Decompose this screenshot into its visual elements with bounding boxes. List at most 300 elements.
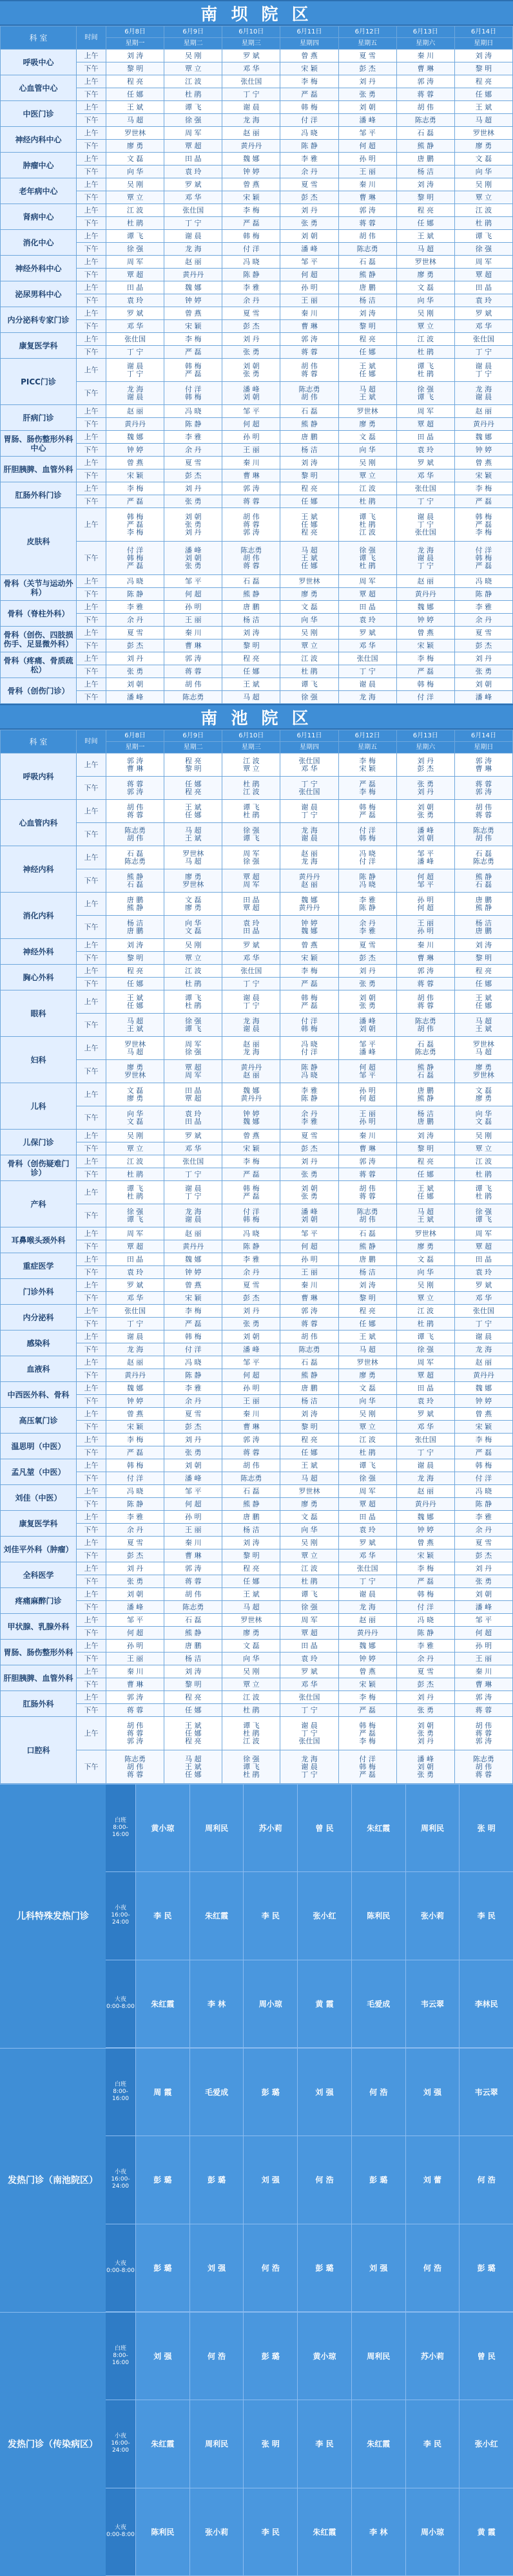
doctor-cell bbox=[280, 217, 338, 230]
doctor-name: 王 斌 bbox=[184, 1762, 202, 1771]
doctor-name: 江 波 bbox=[417, 1306, 434, 1315]
doctor-name: 丁 宁 bbox=[301, 1705, 318, 1714]
doctor-name: 胡 伟 bbox=[417, 1024, 434, 1033]
department-name: 呼吸内科 bbox=[1, 753, 77, 800]
session-label: 上午 bbox=[77, 1717, 106, 1750]
doctor-name: 任 娜 bbox=[359, 369, 376, 378]
doctor-cell bbox=[454, 1511, 512, 1524]
doctor-name: 周 军 bbox=[417, 406, 434, 415]
doctor-name: 付 洋 bbox=[359, 826, 376, 835]
doctor-name: 覃 立 bbox=[184, 64, 202, 73]
doctor-name: 蒋 蓉 bbox=[359, 218, 376, 227]
doctor-cell bbox=[454, 269, 512, 281]
doctor-cell bbox=[338, 939, 396, 952]
doctor-name: 任 娜 bbox=[184, 1705, 202, 1714]
doctor-name: 韩 梅 bbox=[417, 1589, 434, 1598]
doctor-name: 郭 涛 bbox=[243, 484, 260, 493]
doctor-cell bbox=[454, 431, 512, 444]
doctor-name: 张仕国 bbox=[414, 1435, 436, 1444]
doctor-cell bbox=[396, 140, 454, 153]
doctor-cell bbox=[338, 140, 396, 153]
doctor-cell bbox=[164, 495, 222, 508]
department-name: 骨科（关节与运动外科） bbox=[1, 575, 77, 601]
doctor-name: 谭 飞 bbox=[301, 1589, 318, 1598]
doctor-name: 覃 超 bbox=[243, 872, 260, 881]
doctor-name: 赵 丽 bbox=[126, 1358, 144, 1367]
doctor-name: 文 磊 bbox=[417, 283, 434, 292]
department-name: 康复医学科 bbox=[1, 333, 77, 359]
doctor-cell bbox=[280, 1717, 338, 1750]
doctor-cell bbox=[396, 1627, 454, 1640]
doctor-name: 廖 勇 bbox=[417, 270, 434, 279]
doctor-name: 杨 洁 bbox=[417, 167, 434, 176]
doctor-name: 唐 鹏 bbox=[475, 895, 492, 904]
fever-doctor-name: 李 民 bbox=[297, 2400, 351, 2487]
doctor-cell bbox=[338, 1106, 396, 1130]
fever-clinic-label: 发热门诊（南池院区） bbox=[0, 2049, 106, 2312]
doctor-cell bbox=[338, 1279, 396, 1292]
doctor-name: 宋 颖 bbox=[417, 641, 434, 650]
doctor-name: 罗 斌 bbox=[126, 1280, 144, 1289]
doctor-cell bbox=[222, 320, 280, 333]
doctor-name: 宋 颖 bbox=[243, 193, 260, 202]
doctor-cell bbox=[396, 1279, 454, 1292]
doctor-name: 李 梅 bbox=[417, 1564, 434, 1573]
fever-doctor-name: 彭 璐 bbox=[459, 2224, 513, 2311]
department-name: 消化中心 bbox=[1, 230, 77, 256]
doctor-cell bbox=[338, 1155, 396, 1168]
doctor-cell bbox=[164, 823, 222, 846]
doctor-cell bbox=[396, 1704, 454, 1717]
doctor-cell bbox=[280, 1168, 338, 1181]
doctor-cell bbox=[454, 1653, 512, 1665]
doctor-name: 严 磊 bbox=[475, 561, 492, 570]
doctor-cell bbox=[338, 1537, 396, 1549]
doctor-cell bbox=[106, 346, 164, 359]
doctor-name: 邹 平 bbox=[359, 1070, 376, 1079]
doctor-name: 曾 燕 bbox=[475, 1409, 492, 1418]
doctor-name: 马 超 bbox=[359, 1345, 376, 1354]
doctor-name: 马 超 bbox=[417, 244, 434, 253]
doctor-name: 陈 静 bbox=[184, 1370, 202, 1379]
doctor-name: 罗世林 bbox=[182, 880, 204, 889]
doctor-name: 胡 伟 bbox=[359, 1215, 376, 1224]
doctor-name: 黄丹丹 bbox=[414, 1499, 436, 1508]
doctor-name: 唐 鹏 bbox=[417, 1117, 434, 1126]
doctor-name: 丁 宁 bbox=[243, 1001, 260, 1010]
doctor-cell bbox=[222, 1142, 280, 1155]
department-name: 肝病门诊 bbox=[1, 405, 77, 431]
date-header: 6月8日 bbox=[106, 26, 164, 38]
doctor-cell bbox=[338, 1704, 396, 1717]
doctor-name: 张仕国 bbox=[472, 334, 494, 343]
doctor-cell bbox=[106, 1343, 164, 1356]
doctor-name: 蒋 蓉 bbox=[475, 1728, 492, 1738]
doctor-name: 魏 娜 bbox=[301, 926, 318, 935]
doctor-name: 陈志勇 bbox=[182, 692, 204, 701]
doctor-cell bbox=[106, 1640, 164, 1653]
doctor-name: 杨 洁 bbox=[184, 1654, 202, 1663]
session-label: 上午 bbox=[77, 939, 106, 952]
fever-doctor-name: 周小琼 bbox=[405, 2488, 460, 2575]
doctor-cell bbox=[222, 431, 280, 444]
doctor-name: 龙 海 bbox=[126, 384, 144, 393]
session-label: 下午 bbox=[77, 1627, 106, 1640]
doctor-name: 赵 丽 bbox=[243, 1039, 260, 1048]
doctor-name: 杜 鹃 bbox=[301, 1577, 318, 1586]
doctor-name: 李 梅 bbox=[243, 205, 260, 214]
doctor-name: 钟 婷 bbox=[475, 445, 492, 454]
doctor-name: 廖 勇 bbox=[475, 1094, 492, 1103]
doctor-name: 冯 晓 bbox=[126, 1486, 144, 1495]
doctor-cell bbox=[280, 990, 338, 1014]
doctor-name: 潘 峰 bbox=[126, 1602, 144, 1611]
doctor-name: 廖 勇 bbox=[301, 589, 318, 598]
doctor-cell bbox=[164, 753, 222, 777]
doctor-cell bbox=[454, 588, 512, 601]
doctor-cell bbox=[454, 294, 512, 307]
doctor-name: 王 斌 bbox=[184, 833, 202, 842]
doctor-name: 郭 涛 bbox=[184, 654, 202, 663]
doctor-name: 赵 丽 bbox=[301, 849, 318, 858]
fever-doctor-name: 李 民 bbox=[405, 2400, 460, 2487]
doctor-cell bbox=[280, 1408, 338, 1421]
doctor-cell bbox=[338, 1640, 396, 1653]
doctor-name: 黄丹丹 bbox=[472, 419, 494, 428]
doctor-name: 钟 婷 bbox=[126, 1396, 144, 1405]
doctor-cell bbox=[454, 482, 512, 495]
doctor-name: 田 晶 bbox=[475, 1255, 492, 1264]
fever-doctor-name: 刘 强 bbox=[297, 2049, 351, 2136]
doctor-name: 谭 飞 bbox=[475, 231, 492, 240]
doctor-cell bbox=[106, 1279, 164, 1292]
doctor-cell bbox=[280, 243, 338, 256]
doctor-cell bbox=[280, 1037, 338, 1060]
doctor-name: 李 梅 bbox=[359, 756, 376, 765]
doctor-cell bbox=[454, 153, 512, 166]
doctor-cell bbox=[106, 75, 164, 88]
doctor-name: 刘 朝 bbox=[359, 1024, 376, 1033]
doctor-cell bbox=[280, 1627, 338, 1640]
doctor-cell bbox=[222, 1305, 280, 1318]
doctor-name: 杜 鹃 bbox=[243, 810, 260, 819]
doctor-cell bbox=[106, 965, 164, 978]
doctor-name: 熊 静 bbox=[243, 1499, 260, 1508]
department-name: 重症医学 bbox=[1, 1253, 77, 1279]
doctor-cell bbox=[222, 916, 280, 939]
doctor-cell bbox=[106, 1395, 164, 1408]
doctor-cell bbox=[396, 1459, 454, 1472]
doctor-cell bbox=[280, 1614, 338, 1627]
doctor-cell bbox=[338, 1750, 396, 1784]
doctor-name: 陈 静 bbox=[301, 141, 318, 150]
doctor-name: 夏 雪 bbox=[243, 308, 260, 317]
doctor-cell bbox=[396, 1130, 454, 1142]
doctor-cell bbox=[338, 965, 396, 978]
doctor-cell bbox=[164, 114, 222, 127]
doctor-name: 杜 鹃 bbox=[417, 369, 434, 378]
doctor-cell bbox=[280, 1305, 338, 1318]
session-label: 下午 bbox=[77, 1549, 106, 1562]
doctor-cell bbox=[164, 1253, 222, 1266]
doctor-name: 马 超 bbox=[475, 1047, 492, 1056]
doctor-cell bbox=[164, 1083, 222, 1106]
doctor-name: 任 娜 bbox=[126, 979, 144, 988]
doctor-name: 张 勇 bbox=[417, 810, 434, 819]
doctor-cell bbox=[454, 359, 512, 382]
doctor-name: 唐 鹏 bbox=[475, 926, 492, 935]
doctor-cell bbox=[396, 869, 454, 893]
doctor-cell bbox=[338, 495, 396, 508]
doctor-cell bbox=[280, 1279, 338, 1292]
doctor-cell bbox=[164, 1549, 222, 1562]
doctor-cell bbox=[396, 178, 454, 191]
doctor-name: 韩 梅 bbox=[184, 361, 202, 370]
doctor-name: 何 超 bbox=[184, 589, 202, 598]
doctor-cell bbox=[280, 542, 338, 575]
doctor-name: 李 梅 bbox=[301, 77, 318, 86]
doctor-cell bbox=[454, 1343, 512, 1356]
doctor-name: 唐 鹏 bbox=[243, 602, 260, 611]
doctor-name: 邓 华 bbox=[417, 471, 434, 480]
session-label: 下午 bbox=[77, 823, 106, 846]
doctor-name: 谭 飞 bbox=[243, 833, 260, 842]
doctor-cell bbox=[454, 191, 512, 204]
fever-doctor-name: 张小莉 bbox=[189, 2488, 244, 2575]
doctor-cell bbox=[338, 114, 396, 127]
fever-doctor-name: 李 民 bbox=[243, 1872, 297, 1959]
doctor-cell bbox=[280, 1106, 338, 1130]
doctor-name: 宋 颖 bbox=[475, 471, 492, 480]
session-label: 上午 bbox=[77, 333, 106, 346]
doctor-name: 钟 婷 bbox=[359, 1654, 376, 1663]
doctor-cell bbox=[396, 691, 454, 704]
doctor-cell bbox=[338, 665, 396, 678]
doctor-name: 张仕国 bbox=[298, 1736, 320, 1745]
doctor-name: 罗世林 bbox=[240, 1615, 262, 1624]
doctor-name: 邓 华 bbox=[359, 1551, 376, 1560]
session-label: 下午 bbox=[77, 665, 106, 678]
doctor-name: 石 磊 bbox=[359, 257, 376, 266]
doctor-cell bbox=[396, 1717, 454, 1750]
doctor-cell bbox=[396, 1331, 454, 1343]
doctor-cell bbox=[280, 652, 338, 665]
doctor-name: 赵 丽 bbox=[184, 257, 202, 266]
doctor-cell bbox=[396, 281, 454, 294]
doctor-cell bbox=[280, 204, 338, 217]
fever-doctor-name: 朱红霞 bbox=[297, 2488, 351, 2575]
doctor-cell bbox=[396, 1292, 454, 1305]
doctor-name: 曹 琳 bbox=[475, 764, 492, 773]
doctor-cell bbox=[454, 1588, 512, 1601]
doctor-name: 冯 晓 bbox=[126, 576, 144, 585]
doctor-name: 袁 玲 bbox=[359, 615, 376, 624]
doctor-cell bbox=[164, 1369, 222, 1382]
doctor-cell bbox=[454, 140, 512, 153]
doctor-cell bbox=[222, 457, 280, 469]
doctor-cell bbox=[106, 1106, 164, 1130]
doctor-cell bbox=[396, 346, 454, 359]
doctor-name: 王 丽 bbox=[301, 296, 318, 305]
doctor-name: 张 勇 bbox=[184, 1448, 202, 1457]
weekday-header: 星期二 bbox=[164, 742, 222, 753]
doctor-cell bbox=[280, 359, 338, 382]
doctor-cell bbox=[106, 166, 164, 178]
doctor-name: 彭 杰 bbox=[359, 953, 376, 962]
doctor-cell bbox=[106, 1168, 164, 1181]
doctor-name: 魏 娜 bbox=[475, 432, 492, 441]
doctor-cell bbox=[106, 114, 164, 127]
doctor-cell bbox=[454, 457, 512, 469]
doctor-name: 韩 梅 bbox=[126, 1461, 144, 1470]
session-label: 上午 bbox=[77, 431, 106, 444]
doctor-cell bbox=[338, 333, 396, 346]
doctor-cell bbox=[396, 495, 454, 508]
doctor-name: 刘 涛 bbox=[475, 51, 492, 60]
doctor-name: 邓 华 bbox=[126, 1293, 144, 1302]
doctor-name: 赵 丽 bbox=[475, 406, 492, 415]
nanba-campus-title: 南 坝 院 区 bbox=[0, 0, 513, 26]
session-label: 下午 bbox=[77, 1369, 106, 1382]
doctor-cell bbox=[222, 1678, 280, 1691]
doctor-name: 韩 梅 bbox=[475, 553, 492, 562]
doctor-cell bbox=[396, 418, 454, 431]
doctor-name: 谭 飞 bbox=[475, 1215, 492, 1224]
doctor-name: 冯 晓 bbox=[475, 576, 492, 585]
doctor-name: 夏 雪 bbox=[475, 1538, 492, 1547]
doctor-name: 王 斌 bbox=[359, 1332, 376, 1341]
doctor-name: 蒋 蓉 bbox=[359, 1170, 376, 1179]
date-header: 6月12日 bbox=[338, 26, 396, 38]
doctor-name: 韩 梅 bbox=[359, 1721, 376, 1730]
doctor-cell bbox=[106, 1627, 164, 1640]
doctor-cell bbox=[222, 823, 280, 846]
doctor-cell bbox=[280, 333, 338, 346]
doctor-name: 马 超 bbox=[243, 1602, 260, 1611]
doctor-cell bbox=[280, 1331, 338, 1343]
session-label: 下午 bbox=[77, 1168, 106, 1181]
doctor-name: 冯 晓 bbox=[417, 1615, 434, 1624]
doctor-cell bbox=[222, 1704, 280, 1717]
session-label: 下午 bbox=[77, 114, 106, 127]
doctor-cell bbox=[106, 469, 164, 482]
doctor-cell bbox=[164, 153, 222, 166]
doctor-cell bbox=[454, 965, 512, 978]
doctor-name: 罗 斌 bbox=[417, 458, 434, 467]
doctor-name: 蒋 蓉 bbox=[243, 497, 260, 506]
doctor-name: 龙 海 bbox=[359, 692, 376, 701]
doctor-name: 杜 鹃 bbox=[184, 90, 202, 99]
doctor-name: 袁 玲 bbox=[184, 167, 202, 176]
doctor-name: 谢 晨 bbox=[243, 993, 260, 1002]
doctor-cell bbox=[338, 916, 396, 939]
doctor-name: 陈 静 bbox=[301, 1094, 318, 1103]
doctor-name: 郭 涛 bbox=[475, 756, 492, 765]
session-label: 下午 bbox=[77, 1240, 106, 1253]
doctor-name: 余 丹 bbox=[243, 296, 260, 305]
doctor-name: 彭 杰 bbox=[243, 1293, 260, 1302]
doctor-cell bbox=[106, 1562, 164, 1575]
doctor-name: 石 磊 bbox=[126, 880, 144, 889]
session-label: 上午 bbox=[77, 1562, 106, 1575]
doctor-name: 刘 朝 bbox=[184, 512, 202, 521]
doctor-cell bbox=[338, 1305, 396, 1318]
doctor-name: 韩 梅 bbox=[475, 512, 492, 521]
doctor-name: 丁 宁 bbox=[417, 561, 434, 570]
department-name: 肛肠外科门诊 bbox=[1, 482, 77, 508]
doctor-name: 王 丽 bbox=[243, 1396, 260, 1405]
doctor-name: 龙 海 bbox=[184, 1207, 202, 1216]
doctor-name: 文 磊 bbox=[475, 1086, 492, 1095]
doctor-cell bbox=[338, 1369, 396, 1382]
doctor-name: 刘 朝 bbox=[126, 679, 144, 688]
doctor-cell bbox=[454, 1253, 512, 1266]
doctor-cell bbox=[164, 204, 222, 217]
doctor-name: 江 波 bbox=[126, 1157, 144, 1166]
doctor-name: 蒋 蓉 bbox=[475, 779, 492, 788]
doctor-name: 魏 娜 bbox=[184, 283, 202, 292]
doctor-cell bbox=[106, 1318, 164, 1331]
doctor-name: 曹 琳 bbox=[417, 953, 434, 962]
department-name: 高压氧门诊 bbox=[1, 1408, 77, 1434]
doctor-name: 张 勇 bbox=[184, 497, 202, 506]
session-label: 下午 bbox=[77, 952, 106, 965]
doctor-cell bbox=[338, 1446, 396, 1459]
doctor-name: 刘 涛 bbox=[301, 1409, 318, 1418]
doctor-cell bbox=[106, 1575, 164, 1588]
doctor-cell bbox=[222, 691, 280, 704]
doctor-name: 文 磊 bbox=[126, 154, 144, 163]
doctor-name: 周 军 bbox=[126, 1229, 144, 1238]
doctor-name: 程 亮 bbox=[184, 756, 202, 765]
doctor-cell bbox=[280, 1588, 338, 1601]
doctor-name: 秦 川 bbox=[301, 308, 318, 317]
doctor-name: 付 洋 bbox=[243, 1207, 260, 1216]
doctor-name: 龙 海 bbox=[417, 545, 434, 554]
doctor-name: 丁 宁 bbox=[475, 369, 492, 378]
session-label: 下午 bbox=[77, 166, 106, 178]
doctor-name: 丁 宁 bbox=[417, 1448, 434, 1457]
session-label: 上午 bbox=[77, 1227, 106, 1240]
doctor-cell bbox=[280, 495, 338, 508]
doctor-name: 李 雅 bbox=[126, 602, 144, 611]
doctor-name: 潘 峰 bbox=[301, 1207, 318, 1216]
doctor-cell bbox=[222, 665, 280, 678]
doctor-name: 刘 丹 bbox=[417, 1692, 434, 1701]
doctor-cell bbox=[454, 1014, 512, 1037]
doctor-name: 刘 朝 bbox=[184, 1461, 202, 1470]
doctor-name: 张仕国 bbox=[414, 527, 436, 536]
doctor-name: 余 丹 bbox=[243, 1267, 260, 1276]
doctor-cell bbox=[222, 614, 280, 627]
doctor-name: 覃 超 bbox=[359, 589, 376, 598]
doctor-name: 唐 鹏 bbox=[243, 1512, 260, 1521]
doctor-name: 魏 娜 bbox=[126, 1383, 144, 1392]
doctor-cell bbox=[396, 405, 454, 418]
fever-doctor-name: 朱红霞 bbox=[135, 1960, 189, 2047]
doctor-name: 石 磊 bbox=[417, 128, 434, 137]
session-label: 上午 bbox=[77, 1434, 106, 1446]
doctor-name: 张 勇 bbox=[417, 779, 434, 788]
doctor-cell bbox=[164, 230, 222, 243]
doctor-cell bbox=[280, 1549, 338, 1562]
doctor-name: 罗世林 bbox=[472, 1070, 494, 1079]
doctor-name: 胡 伟 bbox=[126, 1762, 144, 1771]
doctor-cell bbox=[396, 320, 454, 333]
fever-doctor-name: 周利民 bbox=[189, 2400, 244, 2487]
weekday-header: 星期五 bbox=[338, 38, 396, 50]
doctor-cell bbox=[164, 678, 222, 691]
